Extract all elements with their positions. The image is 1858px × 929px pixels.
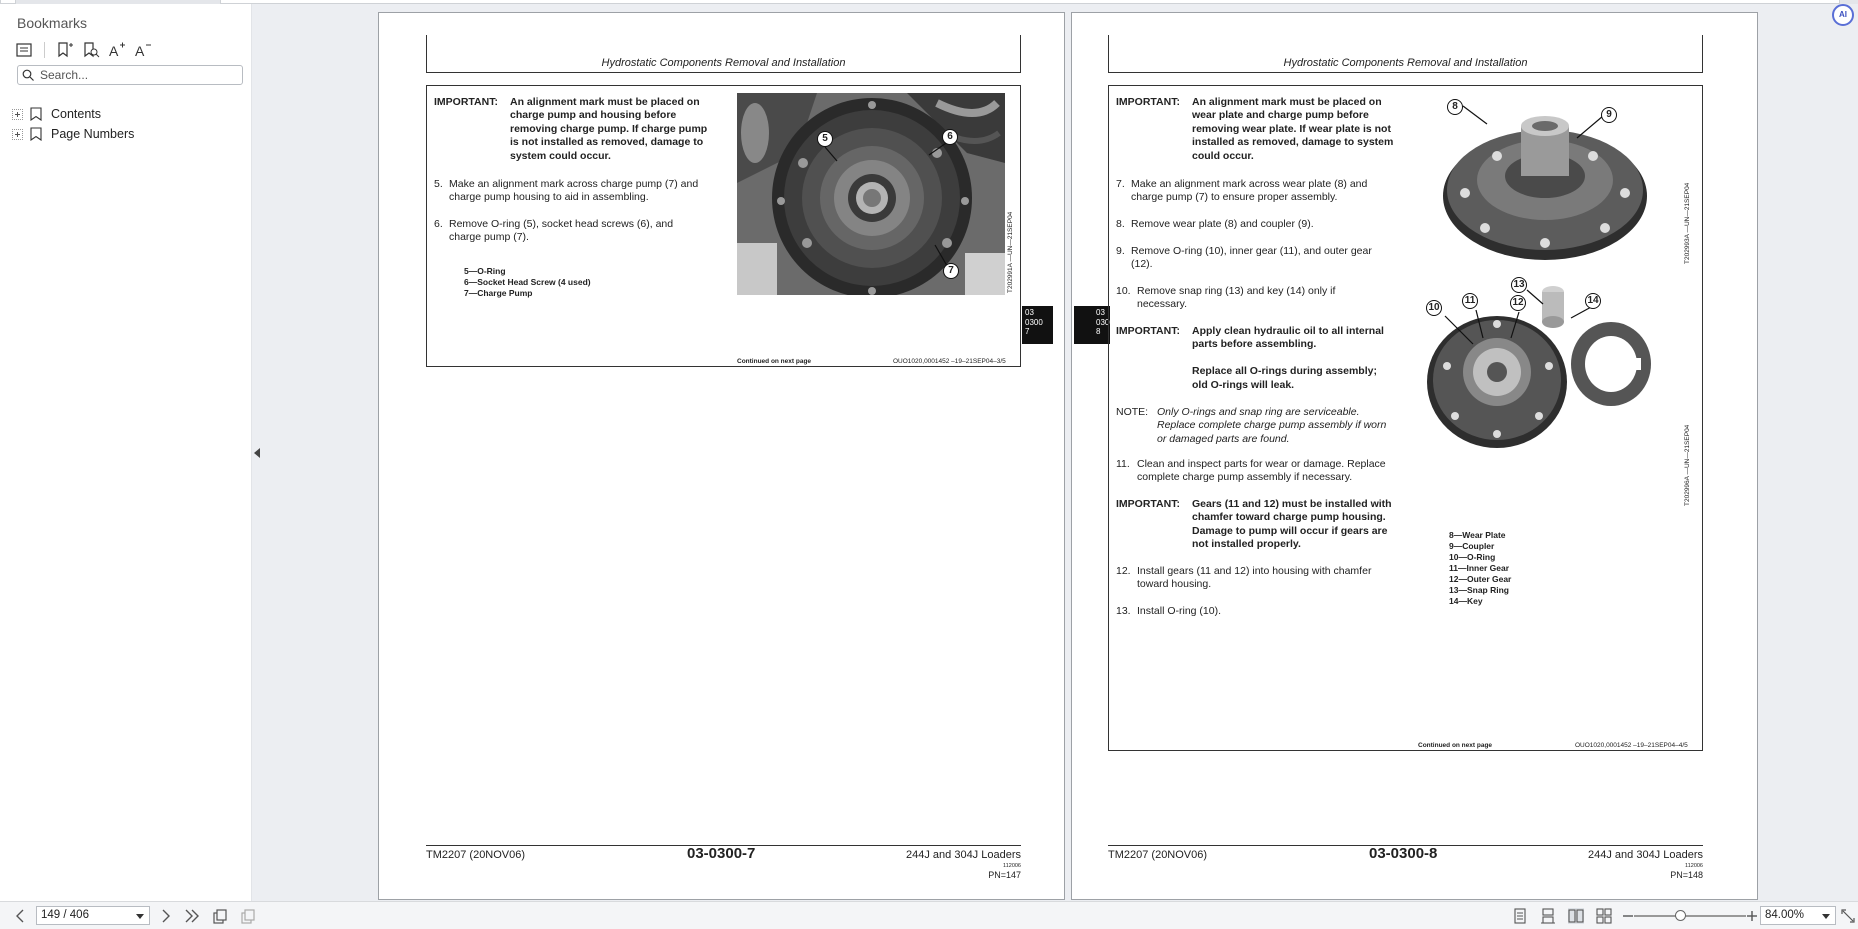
two-page-continuous-icon[interactable] xyxy=(1596,908,1612,924)
callout-9: 9 xyxy=(1601,107,1617,123)
increase-font-icon[interactable] xyxy=(107,40,127,60)
callout-11: 11 xyxy=(1462,293,1478,309)
callout-7: 7 xyxy=(943,263,959,279)
single-page-view-icon[interactable] xyxy=(1512,908,1528,924)
callout-14: 14 xyxy=(1585,293,1601,309)
zoom-in-icon[interactable] xyxy=(1744,908,1760,924)
footer-page-number: PN=148 xyxy=(1670,870,1703,880)
header-title: Hydrostatic Components Removal and Installation xyxy=(601,57,846,69)
document-page-right xyxy=(1071,12,1758,900)
charge-pump-photo xyxy=(737,93,1005,295)
svg-text:A: A xyxy=(135,43,145,59)
callout-10: 10 xyxy=(1426,300,1442,316)
status-bar xyxy=(0,901,1858,929)
bookmark-search[interactable] xyxy=(17,65,243,85)
callout-6: 6 xyxy=(942,129,958,145)
bookmark-label: Contents xyxy=(51,107,102,121)
important-label: IMPORTANT: xyxy=(434,96,498,108)
callout-12: 12 xyxy=(1510,295,1526,311)
figure-code-top: T202993A —UN—21SEP04 xyxy=(1684,182,1691,264)
footer-date-code: 112006 xyxy=(1003,863,1021,869)
collapse-panel-icon[interactable] xyxy=(254,448,260,458)
important-label: IMPORTANT: xyxy=(1116,96,1180,108)
bookmark-icon xyxy=(30,127,42,141)
figure-legend: 8—Wear Plate 9—Coupler 10—O-Ring 11—Inner Gear 12—Outer Gear 13—Snap Ring 14—Key xyxy=(1449,530,1512,606)
figure-code-bottom: T202996A —UN—21SEP04 xyxy=(1684,424,1691,506)
footer-page-code: 03-0300-8 xyxy=(1369,845,1438,862)
svg-text:A: A xyxy=(109,43,119,59)
footer-model: 244J and 304J Loaders xyxy=(906,849,1021,861)
important-text: Apply clean hydraulic oil to all internal parts before assembling. Replace all O-rings during assembly; old O-rings will leak. xyxy=(1192,325,1384,391)
expand-icon[interactable] xyxy=(12,109,23,120)
page-header xyxy=(426,35,1021,73)
bookmark-options-icon[interactable] xyxy=(14,40,34,60)
chevron-down-icon xyxy=(1822,914,1830,919)
continued-note: Continued on next page xyxy=(1418,742,1493,749)
content-section: IMPORTANT: An alignment mark must be placed on wear plate and charge pump before removing wear plate. If wear plate is not installed as removed, damage to system could occur. 7. Make an alignment mark across wear plate (8) and charge pump (7) to ensure proper assembly. 8. Remove wear plate (8) and coupler (9). 9. Remove O-ring (10), inner gear (11), and outer gear (12). 10. Remove snap ring (13) and key (14) only if necessary. IMPORTANT: Apply clean hydraulic oil to all internal parts before assembling. Replace all O-rings during assembly; old O-rings will leak. NOTE: Only O-rings and snap ring are serviceable. Replace complete charge pump assembly if worn or damaged parts are found. 11. Clean and inspect parts for wear or damage. Replace complete charge pump assembly if necessary. IMPORTANT: Gears (11 and 12) must be installed with chamfer toward charge pump housing. Damage to pump will occur if gears are not installed properly. 12. Install gears (11 and 12) into housing with chamfer toward housing. 13. Install O-ring (10). 8 9 T202993A —UN—21SEP04 13 14 10 11 12 T202996A —UN—21SEP04 8—Wear Plate 9—Coupler 10—O-Ring 11—Inner Gear 12—Outer Gear 13—Snap Ring 14—Key Continued on next page OUO1020,0001452 –19–21SEP04–4/5 xyxy=(1108,85,1703,751)
fit-page-icon[interactable] xyxy=(1840,908,1856,924)
important-label: IMPORTANT: xyxy=(1116,325,1180,337)
figure-legend: 5—O-Ring 6—Socket Head Screw (4 used) 7—Charge Pump xyxy=(464,266,591,298)
important-label: IMPORTANT: xyxy=(1116,498,1180,510)
tab-document[interactable] xyxy=(220,0,1840,4)
bookmark-item-page-numbers[interactable] xyxy=(12,124,134,144)
bookmark-item-contents[interactable] xyxy=(12,104,134,124)
ai-assistant-button[interactable]: AI xyxy=(1832,4,1854,26)
important-text: An alignment mark must be placed on charge pump and housing before removing charge pump. If charge pump is not installed as removed, damage to system could occur. xyxy=(510,96,708,162)
zoom-slider[interactable] xyxy=(1634,915,1746,917)
panel-title: Bookmarks xyxy=(17,15,88,31)
search-icon xyxy=(22,69,34,81)
footer-page-number: PN=147 xyxy=(988,870,1021,880)
footer-date-code: 112006 xyxy=(1685,863,1703,869)
doc-reference: OUO1020,0001452 –19–21SEP04–4/5 xyxy=(1575,742,1688,749)
continued-note: Continued on next page xyxy=(737,358,812,365)
page-selector[interactable]: 149 / 406 xyxy=(36,906,150,925)
next-page-icon[interactable] xyxy=(158,908,174,924)
bookmarks-panel xyxy=(0,4,252,901)
find-bookmark-icon[interactable] xyxy=(81,40,101,60)
two-page-view-icon[interactable] xyxy=(1568,908,1584,924)
continuous-view-icon[interactable] xyxy=(1540,908,1556,924)
important-text: Gears (11 and 12) must be installed with chamfer toward charge pump housing. Damage to pump will occur if gears are not installed properly. xyxy=(1192,498,1392,551)
page-header xyxy=(1108,35,1703,73)
note-label: NOTE: xyxy=(1116,406,1149,418)
doc-reference: OUO1020,0001452 –19–21SEP04–3/5 xyxy=(893,358,1006,365)
footer-manual-id: TM2207 (20NOV06) xyxy=(1108,849,1208,861)
section-tab: 03 0300 8 xyxy=(1074,306,1110,344)
bookmark-label: Page Numbers xyxy=(51,127,135,141)
bookmark-tree xyxy=(12,104,134,144)
callout-8: 8 xyxy=(1447,99,1463,115)
chevron-down-icon xyxy=(136,914,144,919)
extract-page-icon[interactable] xyxy=(240,908,256,924)
footer-model: 244J and 304J Loaders xyxy=(1588,849,1703,861)
tab-strip xyxy=(0,0,1858,4)
previous-page-icon[interactable] xyxy=(12,908,28,924)
bookmark-icon xyxy=(30,107,42,121)
footer-page-code: 03-0300-7 xyxy=(687,845,756,862)
bookmark-toolbar xyxy=(14,39,153,61)
header-title: Hydrostatic Components Removal and Installation xyxy=(1283,57,1528,69)
decrease-font-icon[interactable] xyxy=(133,40,153,60)
wear-plate-illustration xyxy=(1425,98,1657,266)
content-section: IMPORTANT: An alignment mark must be placed on charge pump and housing before removing charge pump. If charge pump is not installed as removed, damage to system could occur. 5. Make an alignment mark across charge pump (7) and charge pump housing to aid in assembling. 6. Remove O-ring (5), socket head screws (6), and charge pump (7). 5—O-Ring 6—Socket Head Screw (4 used) 7—Charge Pump 5 6 7 T202991A —UN—21SEP04 Continued on next page OUO1020,0001452 –19–21SEP04–3/5 xyxy=(426,85,1021,367)
toolbar-separator xyxy=(44,42,45,58)
expand-icon[interactable] xyxy=(12,129,23,140)
callout-13: 13 xyxy=(1511,277,1527,293)
section-tab: 03 0300 7 xyxy=(1022,306,1053,344)
note-text: Only O-rings and snap ring are serviceable. Replace complete charge pump assembly if worn or damaged parts are found. xyxy=(1157,406,1387,445)
last-page-icon[interactable] xyxy=(184,908,200,924)
zoom-slider-handle[interactable] xyxy=(1675,910,1686,921)
gears-illustration xyxy=(1425,276,1657,454)
copy-page-icon[interactable] xyxy=(212,908,228,924)
search-input[interactable] xyxy=(40,68,240,82)
callout-5: 5 xyxy=(817,131,833,147)
zoom-selector[interactable]: 84.00% xyxy=(1760,906,1836,925)
figure-code: T202991A —UN—21SEP04 xyxy=(1007,211,1014,293)
document-page-left xyxy=(378,12,1065,900)
footer-manual-id: TM2207 (20NOV06) xyxy=(426,849,526,861)
add-bookmark-icon[interactable] xyxy=(55,40,75,60)
important-text: An alignment mark must be placed on wear plate and charge pump before removing wear plate. If wear plate is not installed as removed, damage to system could occur. xyxy=(1192,96,1394,162)
